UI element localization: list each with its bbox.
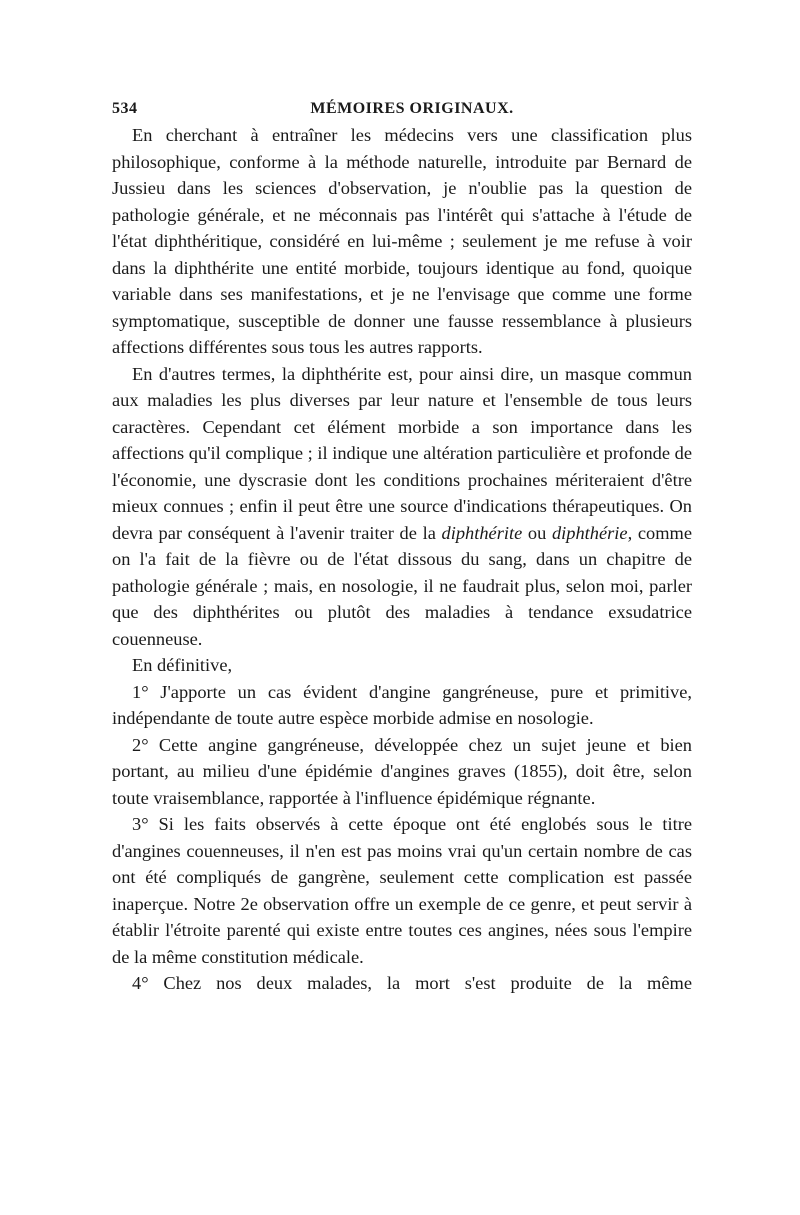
page-header <box>112 96 692 122</box>
term-diphtherie: diphthérie, <box>551 522 633 543</box>
paragraph-classification: En cherchant à entraîner les médecins vers une classification plus philosophique, conforme à la méthode naturelle, introduite par Bernard de Jussieu dans les sciences d'observation, je n'oublie pas la question de pathologie générale, et ne méconnais pas l'intérêt qui s'attache à l'étude de l'état diphthéritique, considéré en lui-même ; seulement je me refuse à voir dans la diphthérite une entité morbide, toujours identique au fond, quoique variable dans ses manifestations, et je ne l'envisage que comme une forme symptomatique, susceptible de donner une fausse ressemblance à plusieurs affections différentes sous tous les autres rapports. <box>112 125 692 357</box>
body-text <box>112 122 692 997</box>
term-diphtherite: diphthérite <box>441 522 523 543</box>
conclusion-2: 2° Cette angine gangréneuse, développée chez un sujet jeune et bien portant, au milieu d'une épidémie d'angines graves (1855), doit être, selon toute vraisemblance, rapportée à l'influence épidémique régnante. <box>112 734 692 808</box>
page-number: 534 <box>112 100 138 117</box>
conclusion-1: 1° J'apporte un cas évident d'angine gangréneuse, pure et primitive, indépendante de toute autre espèce morbide admise en nosologie. <box>112 681 692 728</box>
conclusion-3: 3° Si les faits observés à cette époque ont été englobés sous le titre d'angines couenneuses, il n'en est pas moins vrai qu'un certain nombre de cas ont été compliqués de gangrène, seulement cette complication est passée inaperçue. Notre 2e observation offre un exemple de ce genre, et peut servir à établir l'étroite parenté qui existe entre toutes ces angines, nées sous l'empire de la même constitution médicale. <box>112 814 692 967</box>
paragraph-masque-part3: comme on l'a fait de la fièvre ou de l'état dissous du sang, dans un chapitre de pathologie générale ; mais, en nosologie, il ne faudrait plus, selon moi, parler que des diphthérites ou plutôt des maladies à tendance exsudatrice couenneuse. <box>112 522 692 649</box>
paragraph-masque-part1: En d'autres termes, la diphthérite est, pour ainsi dire, un masque commun aux maladies les plus diverses par leur nature et l'ensemble de tous leurs caractères. Cependant cet élément morbide a son importance dans les affections qu'il complique ; il indique une altération particulière et profonde de l'économie, une dyscrasie dont les conditions prochaines mériteraient d'être mieux connues ; enfin il peut être une source d'indications thérapeutiques. On devra par conséquent à l'avenir traiter de la <box>112 363 692 543</box>
paragraph-masque-part2: ou <box>522 522 552 543</box>
paragraph-en-definitive: En définitive, <box>132 655 233 675</box>
paragraph-masque <box>112 361 692 653</box>
running-title: MÉMOIRES ORIGINAUX. <box>310 100 514 117</box>
book-page <box>112 96 692 997</box>
conclusion-4: 4° Chez nos deux malades, la mort s'est produite de la même <box>132 973 692 993</box>
